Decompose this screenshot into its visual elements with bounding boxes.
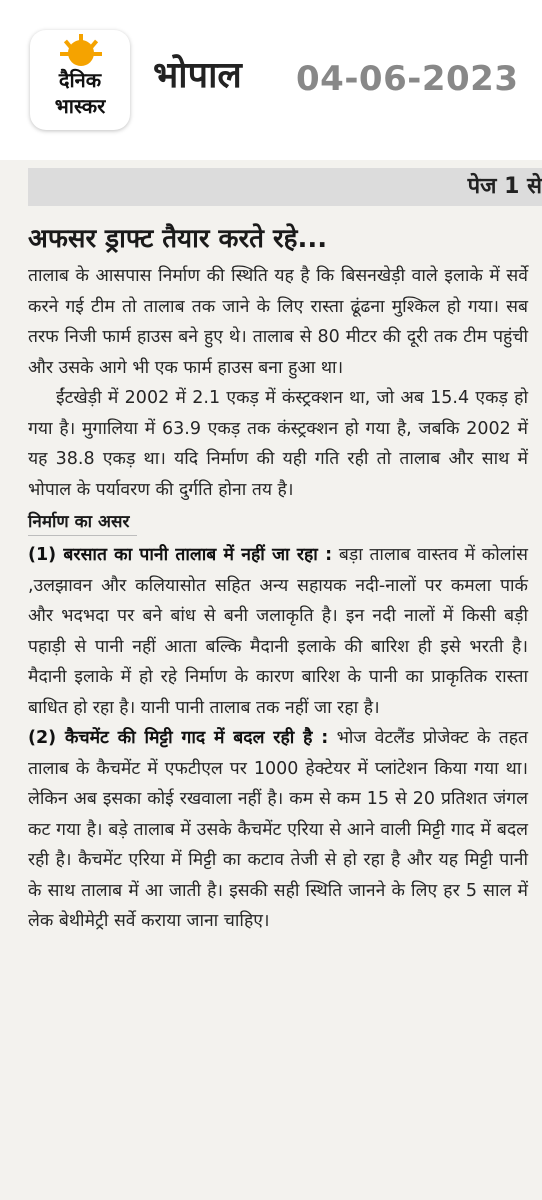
point-2-body: भोज वेटलैंड प्रोजेक्ट के तहत तालाब के कैचमेंट में एफटीएल पर 1000 हेक्टेयर में प्लांटेशन किया गया था। लेकिन अब इसका कोई रखवाला नहीं है। कम से कम 15 से 20 प्रतिशत जंगल कट गया है। बड़े तालाब में उसके कैचमेंट एरिया से आने वाली मिट्टी गाद में बदल रही है। कैचमेंट एरिया में मिट्टी का कटाव तेजी से हो रहा है और यह मिट्टी पानी के साथ तालाब में आ जाती है। इसकी सही स्थिति जानने के लिए हर 5 साल में लेक बेथीमेट्री सर्वे कराया जाना चाहिए। (28, 728, 528, 932)
article (28, 224, 528, 937)
dainik-bhaskar-logo (30, 30, 130, 130)
page-reference-bar (28, 168, 542, 206)
logo-text-line2: भास्कर (54, 94, 106, 118)
logo-sun (68, 40, 94, 66)
city-name: भोपाल (153, 55, 242, 96)
page-label: पेज 1 से (467, 174, 542, 199)
paragraph-1: तालाब के आसपास निर्माण की स्थिति यह है कि बिसनखेड़ी वाले इलाके में सर्वे करने गई टीम तो तालाब तक जाने के लिए रास्ता ढूंढना मुश्किल हो गया। सब तरफ निजी फार्म हाउस बने हुए थे। तालाब से 80 मीटर की दूरी तक टीम पहुंची और उसके आगे भी एक फार्म हाउस बना हुआ था। (28, 266, 528, 378)
edition-date: 04-06-2023 (296, 59, 519, 99)
paragraph-2: ईंटखेड़ी में 2002 में 2.1 एकड़ में कंस्ट्रक्शन था, जो अब 15.4 एकड़ हो गया है। मुगालिया में 63.9 एकड़ तक कंस्ट्रक्शन हो गया है, जबकि 2002 में यह 38.8 एकड़ था। यदि निर्माण की यही गति रही तो तालाब और साथ में भोपाल के पर्यावरण की दुर्गति होना तय है। (28, 388, 528, 500)
article-headline: अफसर ड्राफ्ट तैयार करते रहे... (28, 224, 328, 254)
logo-text-line1: दैनिक (58, 68, 102, 92)
newspaper-clipping (0, 160, 542, 1200)
point-1-lead: (1) बरसात का पानी तालाब में नहीं जा रहा : (28, 545, 333, 566)
source-header (0, 0, 542, 150)
point-1-body: बड़ा तालाब वास्तव में कोलांस ,उलझावन और कलियासोत सहित अन्य सहायक नदी-नालों पर कमला पार्क और भदभदा पर बने बांध से बनी जलाकृति है। इन नदी नालों में किसी बड़ी पहाड़ी से पानी नहीं आता बल्कि मैदानी इलाके की बारिश ही इसे भरती है। मैदानी इलाके में हो रहे निर्माण के कारण बारिश के पानी का प्राकृतिक रास्ता बाधित हो रहा है। यानी पानी तालाब तक नहीं जा रहा है। (28, 545, 528, 718)
section-subhead: निर्माण का असर (28, 509, 137, 536)
point-2-lead: (2) कैचमेंट की मिट्टी गाद में बदल रही है : (28, 728, 329, 749)
point-2 (28, 723, 528, 937)
point-1 (28, 540, 528, 723)
